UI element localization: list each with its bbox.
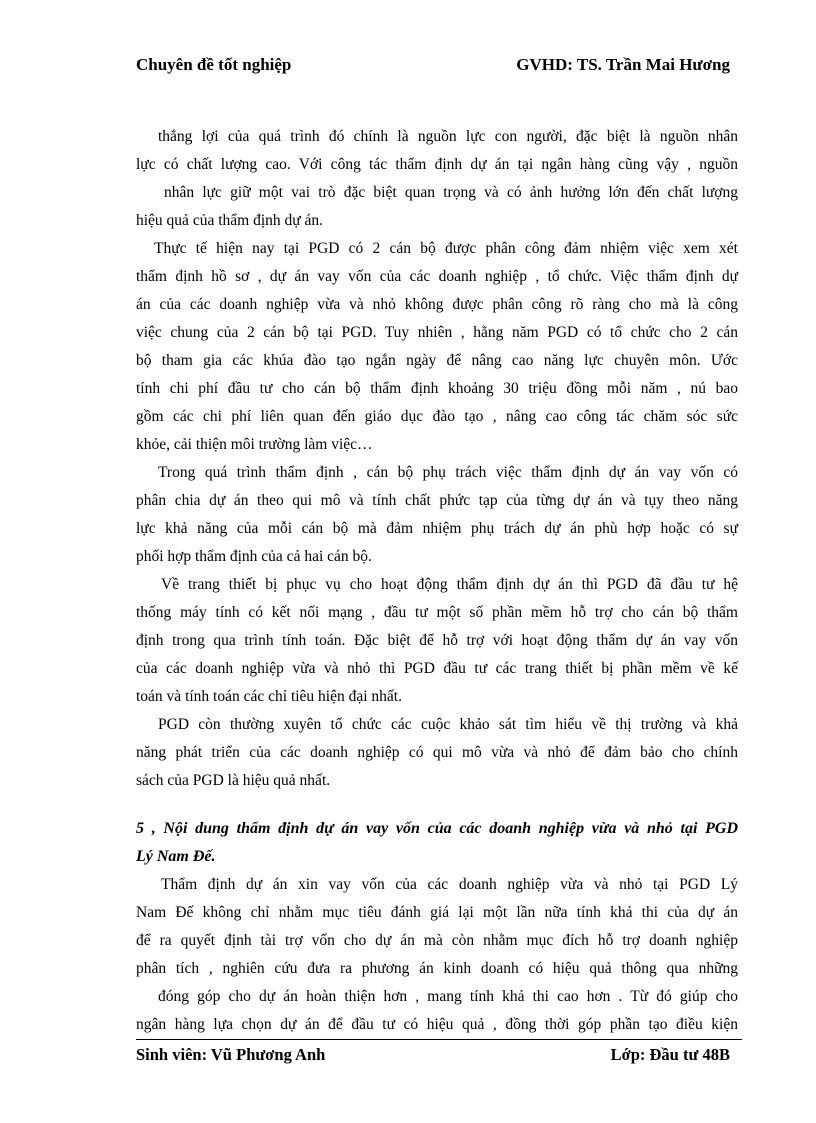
text-line: Thực tế hiện nay tại PGD có 2 cán bộ được phân công đảm nhiệm việc xem xét [154,240,738,257]
text-line: thẩm định hồ sơ , dự án vay vốn của các doanh nghiệp , tổ chức. Việc thẩm định dự [136,268,738,285]
text-line: lực có chất lượng cao. Với công tác thẩm định dự án tại ngân hàng cũng vậy , nguồn [136,156,738,173]
text-line: phối hợp thẩm định của cả hai cán bộ. [136,548,372,565]
footer-class: Lớp: Đầu tư 48B [610,1045,730,1064]
text-line: hiệu quả của thẩm định dự án. [136,212,324,229]
text-line: toán và tính toán các chỉ tiêu hiện đại nhất. [136,688,402,705]
text-line: tính chi phí đầu tư cho cán bộ thẩm định khoảng 30 triệu đồng mỗi năm , nú bao [136,380,738,397]
text-line: gồm các chi phí liên quan đến giáo dục đào tạo , nâng cao công tác chăm sóc sức [136,408,738,425]
text-line: bộ tham gia các khúa đào tạo ngắn ngày để nâng cao năng lực chuyên môn. Ước [136,352,738,369]
text-line: năng phát triển của các doanh nghiệp có qui mô vừa và nhỏ để đảm bảo cho chính [136,744,738,761]
text-line: án của các doanh nghiệp vừa và nhỏ không được phân công rõ ràng cho mà là công [136,296,738,313]
section-heading-continued: Lý Nam Đế. [136,848,216,865]
text-line: thống máy tính có kết nối mạng , đầu tư một số phần mềm hỗ trợ cho cán bộ thẩm [136,604,738,621]
text-line: Nam Đế không chỉ nhằm mục tiêu đánh giá lại một lần nữa tính khả thi của dự án [136,904,738,921]
text-line: Về trang thiết bị phục vụ cho hoạt động thẩm định dự án thì PGD đã đầu tư hệ [161,576,738,593]
text-line: định trong qua trình tính toán. Đặc biệt để hỗ trợ với hoạt động thẩm dự án vay vốn [136,632,738,649]
text-line: Trong quá trình thẩm định , cán bộ phụ trách việc thẩm định dự án vay vốn có [158,464,738,481]
text-line: đóng góp cho dự án hoàn thiện hơn , mang tính khả thi cao hơn . Từ đó giúp cho [158,988,738,1005]
footer-divider [136,1039,742,1040]
text-line: nhân lực giữ một vai trò đặc biệt quan trọng và có ảnh hưởng lớn đến chất lượng [164,184,738,201]
text-line: Thẩm định dự án xin vay vốn của các doanh nghiệp vừa và nhỏ tại PGD Lý [161,876,738,893]
text-line: PGD còn thường xuyên tổ chức các cuộc khảo sát tìm hiểu về thị trường và khả [158,716,738,733]
text-line: để ra quyết định tài trợ vốn cho dự án mà còn nhằm mục đích hỗ trợ doanh nghiệp [136,932,738,949]
text-line: việc chung của 2 cán bộ tại PGD. Tuy nhiên , hằng năm PGD có tổ chức cho 2 cán [136,324,738,341]
text-line: khỏe, cải thiện môi trường làm việc… [136,436,373,453]
page-footer [136,1045,730,1069]
text-line: phân chia dự án theo qui mô và tính chất phức tạp của từng dự án và tụy theo năng [136,492,738,509]
text-line: phân tích , nghiên cứu đưa ra phương án kinh doanh có hiệu quả thông qua những [136,960,738,977]
footer-student: Sinh viên: Vũ Phương Anh [136,1045,326,1064]
header-title: Chuyên đề tốt nghiệp [136,55,292,74]
text-line: thắng lợi của quá trình đó chính là nguồn lực con người, đặc biệt là nguồn nhân [158,128,738,145]
section-heading: 5 , Nội dung thẩm định dự án vay vốn của các doanh nghiệp vừa và nhỏ tại PGD [136,820,738,837]
text-line: của các doanh nghiệp vừa và nhỏ thì PGD đầu tư các trang thiết bị phần mềm về kế [136,660,738,677]
header-advisor: GVHD: TS. Trần Mai Hương [516,55,730,74]
text-line: ngân hàng lựa chọn dự án để đầu tư có hiệu quả , đồng thời góp phần tạo điều kiện [136,1016,738,1033]
page-header [136,55,730,81]
text-line: lực khả năng của mỗi cán bộ mà đảm nhiệm phụ trách dự án phù hợp hoặc có sự [136,520,738,537]
text-line: sách của PGD là hiệu quả nhất. [136,772,331,789]
